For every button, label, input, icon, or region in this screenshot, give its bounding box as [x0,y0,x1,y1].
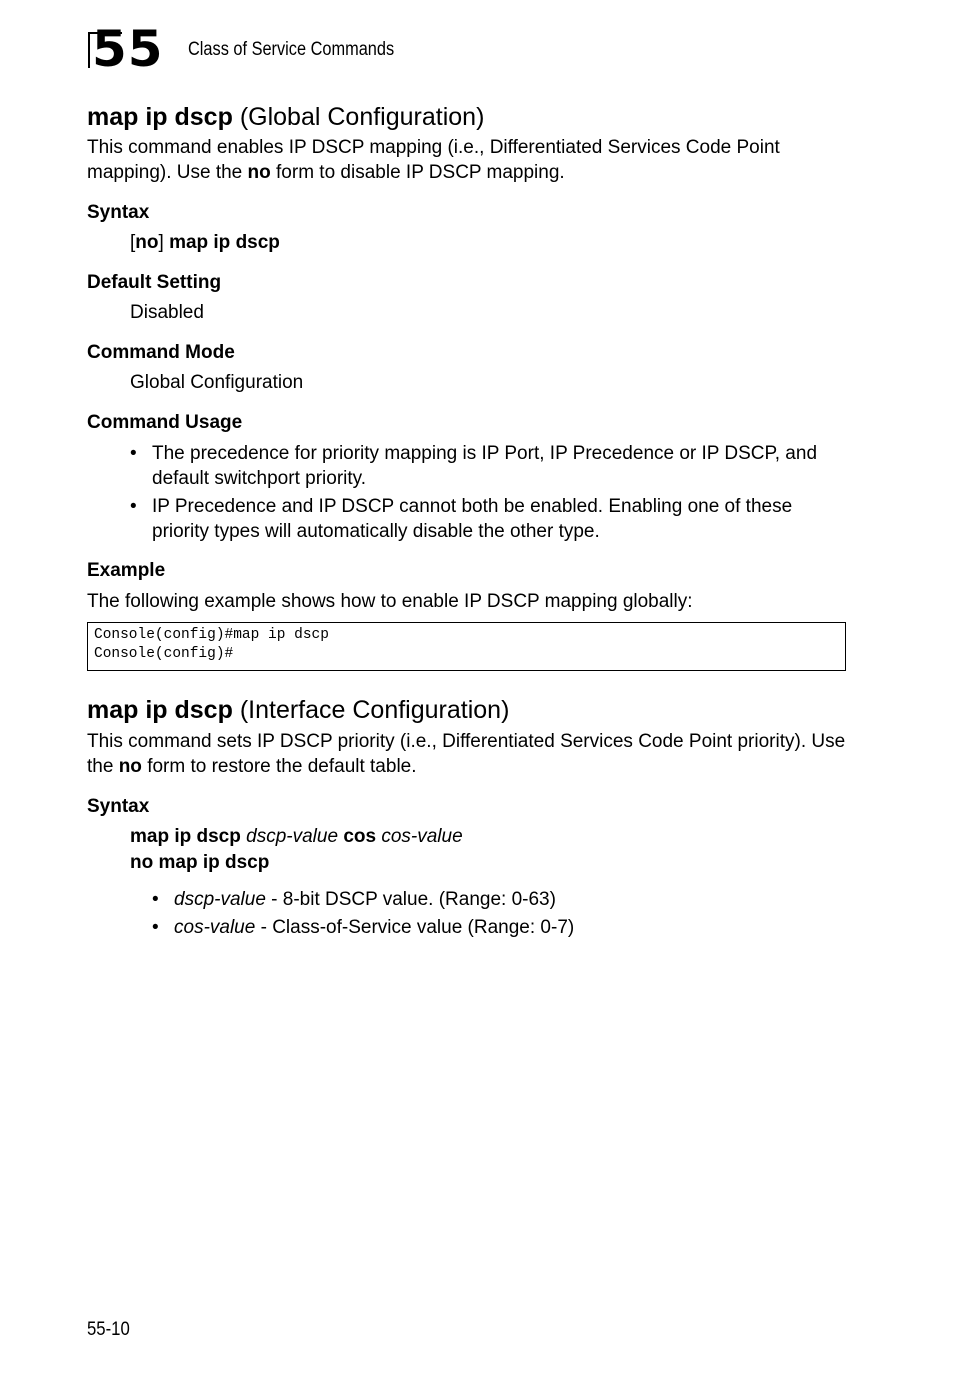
syntax-argument: dscp-value [246,826,339,847]
code-example-box [87,622,846,671]
parameter-description: - Class-of-Service value (Range: 0-7) [255,917,575,938]
command-mode-value: Global Configuration [130,372,304,393]
section2-desc-text-end: form to restore the default table. [141,756,417,777]
page-number: 55-10 [87,1319,130,1340]
syntax-command: map ip dscp [169,232,280,253]
section1-syntax [130,231,280,255]
section1-title-mode: (Global Configuration) [232,103,485,131]
section2-syntax-line1 [130,825,463,849]
chapter-number: 55 [92,20,164,78]
section2-desc-no: no [118,756,142,777]
syntax-bracket-open: [ [130,232,136,253]
section2-syntax-line2: no map ip dscp [130,852,270,873]
section1-desc-no: no [247,162,271,183]
usage-item [130,441,850,491]
section2-title-mode: (Interface Configuration) [232,696,510,724]
parameter-description: - 8-bit DSCP value. (Range: 0-63) [265,889,556,910]
example-description: The following example shows how to enable IP DSCP mapping globally: [87,591,693,612]
section2-syntax-heading: Syntax [87,796,150,817]
code-line: Console(config)#map ip dscp [94,627,329,643]
example-heading: Example [87,560,166,581]
section2-desc-text: This command sets IP DSCP priority (i.e., Differentiated Services Code Point priority). Use the [87,731,846,777]
parameter-item [152,887,852,912]
syntax-keyword: cos [343,826,377,847]
syntax-argument: cos-value [381,826,463,847]
code-line: Console(config)# [94,646,234,662]
section1-syntax-heading: Syntax [87,202,150,223]
section1-title [87,102,484,132]
parameter-name: dscp-value [174,889,266,910]
bullet-icon: • [130,496,137,517]
parameter-name: cos-value [174,917,256,938]
parameter-item [152,915,852,940]
usage-item-text: IP Precedence and IP DSCP cannot both be enabled. Enabling one of these priority types will automatically disable the other type. [152,496,793,542]
command-usage-heading: Command Usage [87,412,243,433]
bullet-icon: • [152,917,159,938]
bullet-icon: • [130,443,137,464]
usage-item-text: The precedence for priority mapping is IP Port, IP Precedence or IP DSCP, and default switchport priority. [152,443,818,489]
syntax-bracket-close: ] [158,232,170,253]
section2-title-command: map ip dscp [87,696,233,724]
default-setting-value: Disabled [130,302,204,323]
chapter-title: Class of Service Commands [188,39,395,60]
syntax-command: map ip dscp [130,826,241,847]
section1-desc-text-end: form to disable IP DSCP mapping. [270,162,565,183]
syntax-no-keyword: no [135,232,159,253]
usage-item [130,494,850,544]
section2-description [87,729,847,779]
section1-description [87,135,847,185]
command-mode-heading: Command Mode [87,342,235,363]
section2-title [87,695,509,725]
bullet-icon: • [152,889,159,910]
section1-title-command: map ip dscp [87,103,233,131]
default-setting-heading: Default Setting [87,272,222,293]
section1-desc-text: This command enables IP DSCP mapping (i.e., Differentiated Services Code Point mapping). Use the [87,137,780,183]
